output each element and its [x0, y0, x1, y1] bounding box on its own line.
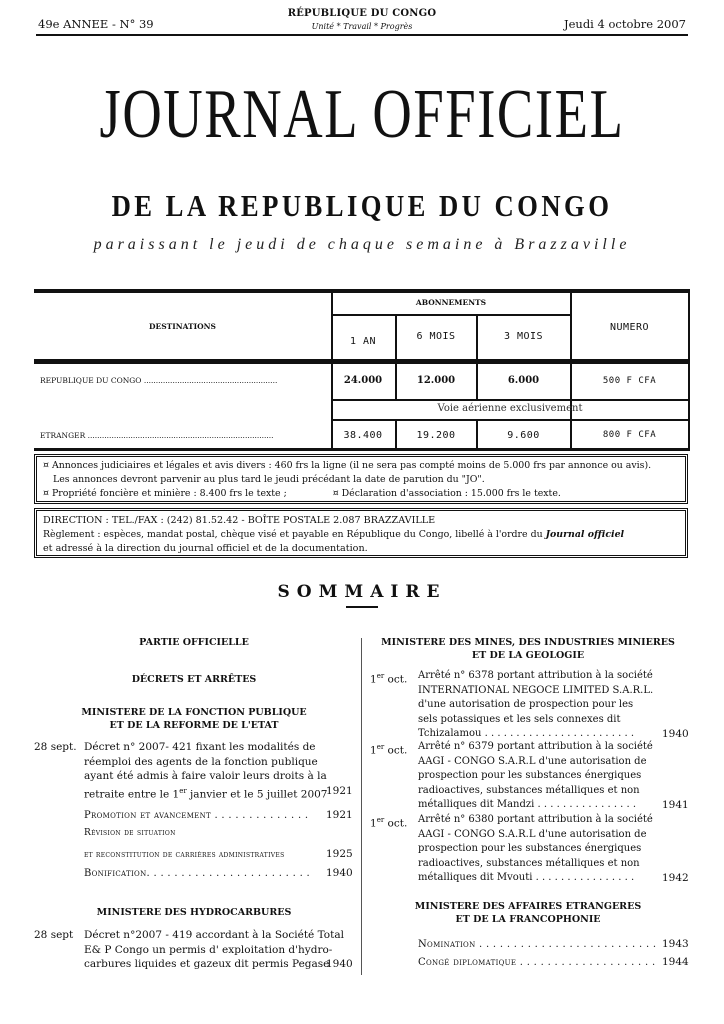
entry-title: Congé diplomatique . . . . . . . . . . . . . . . . . . . . — [418, 957, 656, 968]
entry-line: Décret n° 2007- 421 fixant les modalités de — [84, 741, 316, 753]
price-cell: 19.200 — [416, 430, 456, 441]
entry-line: radioactives, substances métalliques et non — [418, 784, 640, 796]
price-cell: 24.000 — [343, 375, 383, 386]
entry-line: radioactives, substances métalliques et non — [418, 857, 640, 869]
page-number: 1940 — [662, 728, 689, 740]
entry-date: oct. — [384, 673, 408, 686]
destination-etranger: ETRANGER .............................................................................. — [40, 431, 274, 440]
entry-line: AAGI - CONGO S.A.R.L d'une autorisation de — [418, 755, 647, 767]
air-mail-note: Voie aérienne exclusivement — [437, 403, 583, 414]
ministry-heading: MINISTERE DES HYDROCARBURES — [96, 907, 292, 918]
journal-subtitle: DE LA REPUBLIQUE DU CONGO — [111, 188, 613, 223]
column-separator — [361, 638, 362, 975]
entry-date: 28 sept — [34, 929, 74, 941]
direction-reglement: Règlement : espèces, mandat postal, chèque visé et payable en République du Congo, libellé à l'ordre du — [43, 529, 546, 540]
sommaire-entry[interactable] — [84, 826, 354, 861]
page-number: 1940 — [326, 867, 353, 879]
ministry-heading — [34, 706, 354, 732]
entry-line: E& P Congo un permis d' exploitation d'hydro- — [84, 943, 333, 956]
entry-line: AAGI - CONGO S.A.R.L d'une autorisation de — [418, 828, 647, 840]
entry-line: Tchizalamou . . . . . . . . . . . . . . . . . . . . . . . . — [418, 728, 635, 739]
entry-line: d'une autorisation de prospection pour les — [418, 699, 634, 710]
entry-line: prospection pour les substances énergiques — [418, 843, 642, 854]
entry-line: réemploi des agents de la fonction publique — [84, 755, 318, 768]
sommaire-entry[interactable] — [418, 955, 690, 971]
entry-title: Révision de situation — [84, 828, 176, 838]
table-header-rule — [34, 359, 690, 364]
issue-date: Jeudi 4 octobre 2007 — [564, 17, 686, 31]
entry-date: oct. — [384, 744, 408, 757]
sommaire-entry[interactable] — [370, 740, 690, 814]
journal-title: JOURNAL OFFICIEL — [99, 76, 625, 153]
sommaire-entry[interactable] — [34, 740, 354, 800]
entry-title: Nomination . . . . . . . . . . . . . . . . . . . . . . . . . . — [418, 939, 657, 950]
page-number: 1921 — [326, 785, 353, 797]
entry-date: 1 — [370, 817, 377, 830]
sommaire-entry[interactable] — [418, 937, 690, 953]
sommaire-title: SOMMAIRE — [277, 582, 447, 602]
entry-date: oct. — [384, 817, 408, 830]
page-number: 1941 — [662, 799, 689, 811]
notices-box — [34, 454, 688, 504]
price-cell: 12.000 — [416, 375, 456, 386]
entry-title: Bonification. . . . . . . . . . . . . . . . . . . . . . . . — [84, 868, 311, 879]
table-divider — [688, 293, 690, 449]
entry-line: carbures liquides et gazeux dit permis Pegase — [84, 958, 330, 970]
table-divider — [331, 293, 333, 449]
page-number: 1942 — [662, 872, 689, 884]
superscript: er — [179, 786, 187, 795]
page-number: 1940 — [326, 958, 353, 970]
ministry-heading-line: ET DE LA FRANCOPHONIE — [455, 914, 601, 925]
direction-address: et adressé à la direction du journal officiel et de la documentation. — [43, 543, 368, 554]
notice-annonces: Annonces judiciaires et légales et avis divers : 460 frs la ligne (il ne sera pas compté moins de 5.000 frs par annonce ou avis). — [51, 460, 652, 471]
ministry-heading-line: MINISTERE DES AFFAIRES ETRANGERES — [414, 901, 642, 912]
sommaire-rule — [346, 606, 378, 608]
numero-header: NUMERO — [609, 322, 650, 333]
ministry-heading — [368, 636, 688, 662]
period-header: 3 MOIS — [503, 331, 544, 342]
ministry-heading — [368, 900, 688, 926]
numero-price: 800 F CFA — [602, 430, 657, 440]
bullet-icon: ¤ — [43, 460, 49, 471]
bullet-icon: ¤ — [43, 488, 49, 499]
entry-date: 1 — [370, 744, 377, 757]
period-header: 1 AN — [349, 336, 377, 347]
entry-line: retraite entre le 1 — [84, 788, 180, 800]
issue-number: 49e ANNEE - N° 39 — [38, 17, 154, 31]
bullet-icon: ¤ — [332, 488, 339, 499]
table-divider — [331, 419, 689, 421]
table-bottom-rule — [34, 448, 690, 451]
notice-association: Déclaration d'association : 15.000 frs le texte. — [341, 488, 561, 499]
table-divider — [570, 293, 572, 449]
country-name: RÉPUBLIQUE DU CONGO — [287, 8, 437, 19]
superscript: er — [376, 672, 385, 680]
notice-deadline: Les annonces devront parvenir au plus tard le jeudi précédant la date de parution du "JO". — [53, 474, 485, 485]
entry-line: Arrêté n° 6379 portant attribution à la société — [418, 741, 653, 752]
page-number: 1921 — [326, 809, 353, 821]
entry-line: janvier et le 5 juillet 2007 — [186, 788, 328, 800]
superscript: er — [376, 816, 385, 824]
decrets-heading: DÉCRETS ET ARRÊTES — [131, 674, 257, 685]
direction-contact: DIRECTION : TEL./FAX : (242) 81.52.42 - BOÎTE POSTALE 2.087 BRAZZAVILLE — [43, 515, 436, 526]
sommaire-entry[interactable] — [34, 928, 354, 974]
period-header: 6 MOIS — [416, 331, 456, 342]
entry-line: Arrêté n° 6380 portant attribution à la société — [418, 814, 653, 825]
entry-line: métalliques dit Mvouti . . . . . . . . . . . . . . . . — [418, 872, 635, 883]
destination-congo: REPUBLIQUE DU CONGO ........................................................ — [40, 376, 278, 385]
entry-title: Promotion et avancement . . . . . . . . . . . . . . — [84, 810, 309, 821]
ministry-heading-line: MINISTERE DES MINES, DES INDUSTRIES MINIERES — [381, 637, 675, 648]
entry-line: sels potassiques et les sels connexes dit — [418, 713, 621, 725]
entry-title: et reconstitution de carrières administratives — [84, 848, 285, 859]
price-cell: 38.400 — [343, 430, 383, 441]
entry-line: INTERNATIONAL NEGOCE LIMITED S.A.R.L. — [418, 684, 654, 696]
destinations-header: DESTINATIONS — [149, 322, 216, 331]
page-number: 1943 — [662, 938, 689, 950]
ministry-heading-line: MINISTERE DE LA FONCTION PUBLIQUE — [81, 707, 307, 718]
ministry-heading-line: ET DE LA GEOLOGIE — [471, 650, 585, 661]
sommaire-entry[interactable] — [370, 813, 690, 887]
partie-officielle-heading: PARTIE OFFICIELLE — [139, 637, 249, 648]
sommaire-entry[interactable] — [84, 866, 354, 882]
journal-tagline: paraissant le jeudi de chaque semaine à Brazzaville — [93, 236, 631, 253]
header-rule — [36, 34, 688, 36]
numero-price: 500 F CFA — [602, 376, 657, 386]
entry-line: Décret n°2007 - 419 accordant à la Société Total — [84, 929, 344, 941]
superscript: er — [376, 743, 385, 751]
abonnements-header: ABONNEMENTS — [415, 298, 487, 307]
entry-date: 1 — [370, 673, 377, 686]
ministry-heading-line: ET DE LA REFORME DE L'ETAT — [109, 720, 279, 731]
sommaire-entry[interactable] — [370, 669, 690, 743]
price-cell: 9.600 — [507, 430, 540, 441]
entry-line: ayant été admis à faire valoir leurs droits à la — [84, 770, 327, 782]
direction-box — [34, 508, 688, 558]
journal-officiel-emphasis: Journal officiel — [545, 529, 625, 540]
page-number: 1925 — [326, 847, 353, 860]
entry-line: prospection pour les substances énergiques — [418, 770, 642, 781]
entry-date: 28 sept. — [34, 741, 77, 753]
entry-line: métalliques dit Mandzi . . . . . . . . . . . . . . . . — [418, 799, 637, 810]
price-cell: 6.000 — [507, 375, 540, 386]
national-motto: Unité * Travail * Progrès — [311, 22, 413, 31]
page-number: 1944 — [662, 956, 689, 968]
entry-line: Arrêté n° 6378 portant attribution à la société — [418, 670, 653, 681]
sommaire-entry[interactable] — [84, 808, 354, 824]
table-top-rule — [34, 289, 690, 293]
table-divider — [331, 314, 571, 316]
notice-propriete: Propriété foncière et minière : 8.400 frs le texte ; — [51, 488, 287, 499]
table-divider — [331, 399, 689, 401]
